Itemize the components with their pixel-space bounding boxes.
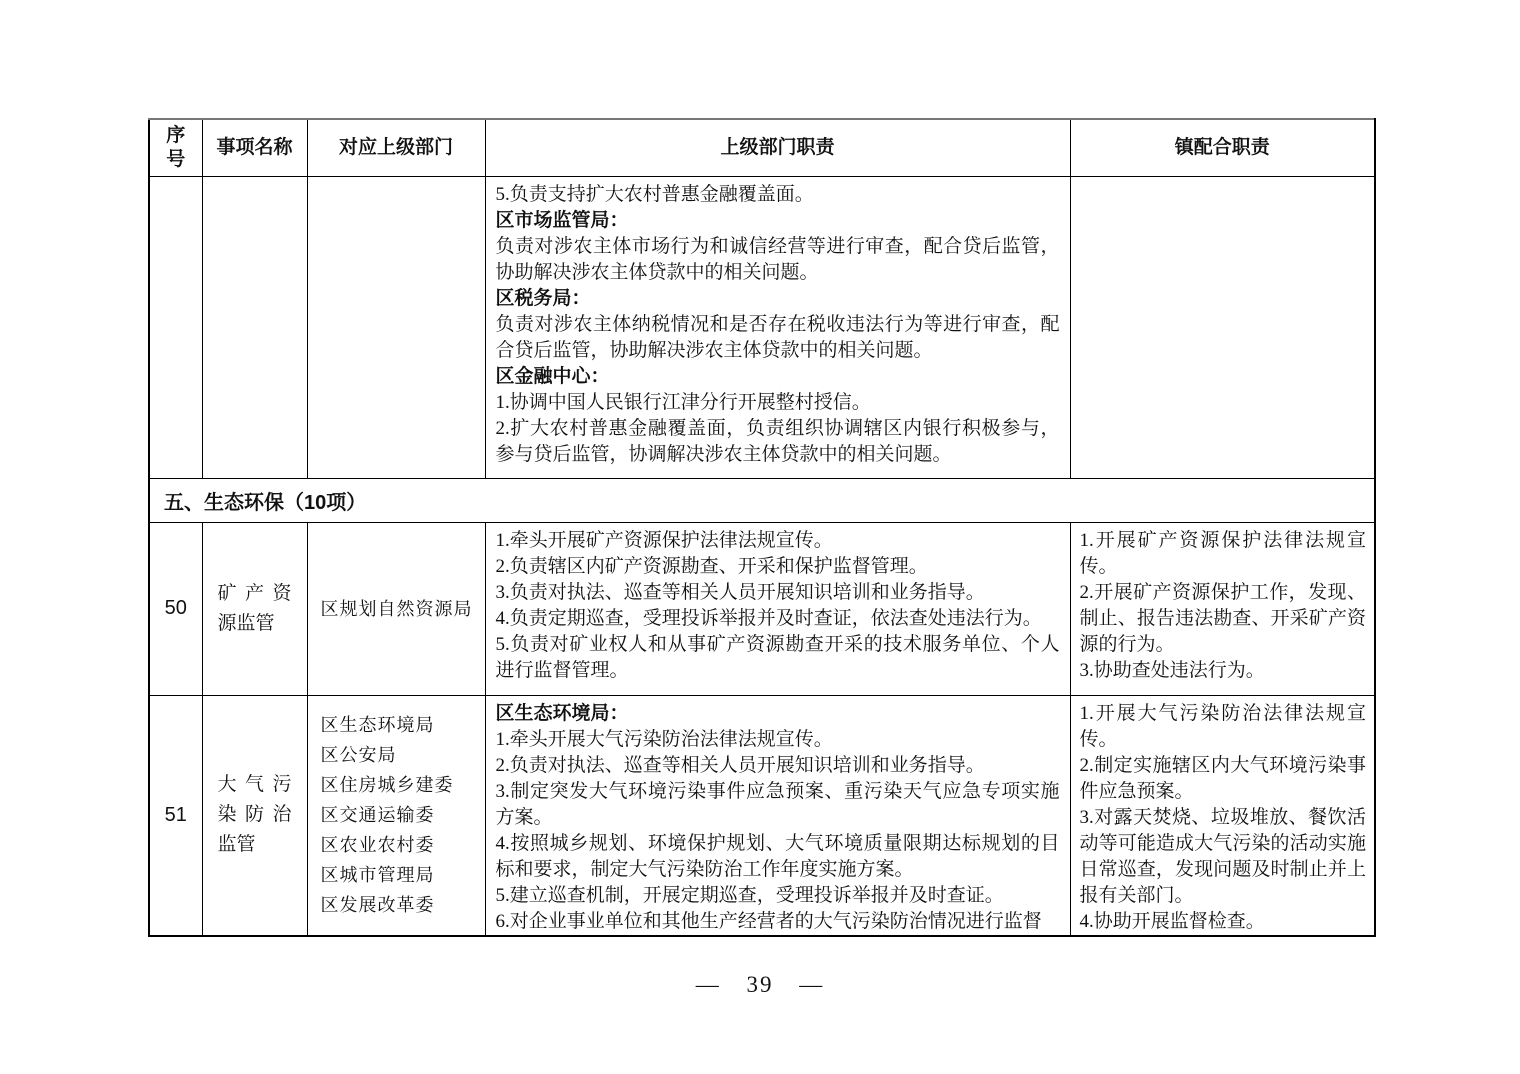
superior-duty-line: 1.牵头开展矿产资源保护法律法规宣传。 <box>495 529 833 551</box>
department-line: 区规划自然资源局 <box>320 598 473 619</box>
town-duties-cell <box>1070 176 1375 478</box>
table-body <box>149 176 1375 936</box>
town-duty-line: 2.开展矿产资源保护工作，发现、制止、报告违法勘查、开采矿产资源的行为。 <box>1079 581 1366 655</box>
serial-cell: 51 <box>149 695 202 936</box>
superior-duty-line: 2.负责辖区内矿产资源勘查、开采和保护监督管理。 <box>495 555 928 577</box>
town-duties-cell <box>1070 522 1375 695</box>
superior-duty-line: 4.负责定期巡查，受理投诉举报并及时查证，依法查处违法行为。 <box>495 607 1042 629</box>
header-serial-label: 序号 <box>166 124 186 170</box>
header-superior-department <box>307 119 485 176</box>
department-line: 区交通运输委 <box>320 805 435 825</box>
header-item-name <box>202 119 307 176</box>
superior-duty-line: 5.建立巡查机制，开展定期巡查，受理投诉举报并及时查证。 <box>495 884 1004 906</box>
department-line: 区发展改革委 <box>320 895 435 915</box>
header-row <box>149 119 1375 176</box>
page-number: — 39 — <box>695 972 825 997</box>
departments-cell <box>307 695 485 936</box>
superior-duties-cell <box>485 695 1070 936</box>
superior-duty-line: 区税务局： <box>495 287 591 309</box>
item-name-cell <box>202 176 307 478</box>
superior-duty-line: 负责对涉农主体纳税情况和是否存在税收违法行为等进行审查，配合贷后监管，协助解决涉农主体贷款中的相关问题。 <box>495 313 1060 361</box>
department-line: 区城市管理局 <box>320 865 435 885</box>
department-line: 区公安局 <box>320 745 397 765</box>
section-row <box>149 478 1375 522</box>
header-town-duties <box>1070 119 1375 176</box>
item-name-cell: 矿产资源监管 <box>202 522 307 695</box>
header-superior-duties-label: 上级部门职责 <box>720 136 835 158</box>
superior-duty-line: 5.负责对矿业权人和从事矿产资源勘查开采的技术服务单位、个人进行监督管理。 <box>495 633 1060 681</box>
department-line: 区生态环境局 <box>320 715 435 735</box>
departments-cell <box>307 176 485 478</box>
superior-duty-line: 区生态环境局： <box>495 702 629 724</box>
table-row <box>149 176 1375 478</box>
section-title: 五、生态环保（10项） <box>164 491 367 514</box>
superior-duty-line: 3.制定突发大气环境污染事件应急预案、重污染天气应急专项实施方案。 <box>495 780 1060 828</box>
superior-duties-cell <box>485 522 1070 695</box>
town-duty-line: 2.制定实施辖区内大气环境污染事件应急预案。 <box>1079 754 1366 802</box>
town-duty-line: 1.开展矿产资源保护法律法规宣传。 <box>1079 529 1366 577</box>
header-serial <box>149 119 202 176</box>
town-duty-line: 3.对露天焚烧、垃圾堆放、餐饮活动等可能造成大气污染的活动实施日常巡查，发现问题及时制止并上报有关部门。 <box>1079 806 1366 906</box>
table-row <box>149 522 1375 695</box>
department-line: 区农业农村委 <box>320 835 435 855</box>
item-name-cell: 大气污染防治监管 <box>202 695 307 936</box>
header-superior-duties <box>485 119 1070 176</box>
serial-cell: 50 <box>149 522 202 695</box>
section-title-cell <box>149 478 1375 522</box>
town-duty-line: 1.开展大气污染防治法律法规宣传。 <box>1079 702 1366 750</box>
superior-duty-line: 负责对涉农主体市场行为和诚信经营等进行审查，配合贷后监管，协助解决涉农主体贷款中的相关问题。 <box>495 235 1060 283</box>
table-row <box>149 695 1375 936</box>
superior-duty-line: 区金融中心： <box>495 365 610 387</box>
superior-duty-line: 1.牵头开展大气污染防治法律法规宣传。 <box>495 728 833 750</box>
town-duty-line: 4.协助开展监督检查。 <box>1079 910 1265 932</box>
superior-duty-line: 1.协调中国人民银行江津分行开展整村授信。 <box>495 391 871 413</box>
superior-duty-line: 区市场监管局： <box>495 209 629 231</box>
header-superior-department-label: 对应上级部门 <box>338 136 453 158</box>
superior-duties-cell <box>485 176 1070 478</box>
superior-duty-line: 3.负责对执法、巡查等相关人员开展知识培训和业务指导。 <box>495 581 985 603</box>
department-line: 区住房城乡建委 <box>320 775 454 795</box>
superior-duty-line: 2.扩大农村普惠金融覆盖面，负责组织协调辖区内银行积极参与，参与贷后监管，协调解决涉农主体贷款中的相关问题。 <box>495 417 1060 465</box>
serial-cell <box>149 176 202 478</box>
header-town-duties-label: 镇配合职责 <box>1174 136 1270 158</box>
superior-duty-line: 6.对企业事业单位和其他生产经营者的大气污染防治情况进行监督 <box>495 910 1042 932</box>
superior-duty-line: 4.按照城乡规划、环境保护规划、大气环境质量限期达标规划的目标和要求，制定大气污染防治工作年度实施方案。 <box>495 832 1060 880</box>
superior-duty-line: 5.负责支持扩大农村普惠金融覆盖面。 <box>495 183 814 205</box>
superior-duty-line: 2.负责对执法、巡查等相关人员开展知识培训和业务指导。 <box>495 754 985 776</box>
responsibility-table <box>148 118 1376 937</box>
town-duties-cell <box>1070 695 1375 936</box>
town-duty-line: 3.协助查处违法行为。 <box>1079 659 1265 681</box>
header-item-name-label: 事项名称 <box>216 136 293 158</box>
departments-cell <box>307 522 485 695</box>
